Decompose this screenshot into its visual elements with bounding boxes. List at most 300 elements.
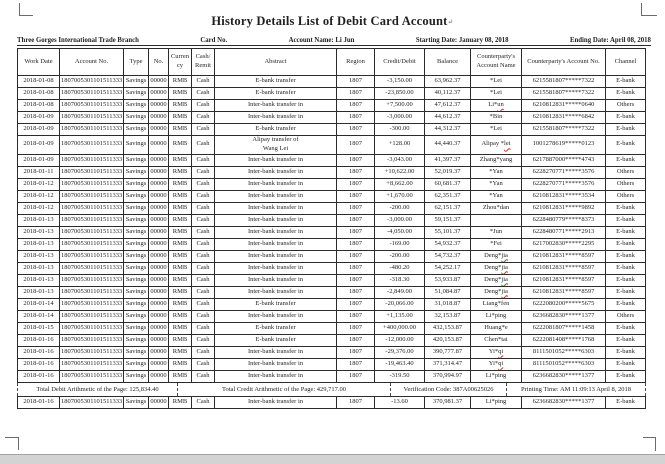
- cell-credit-debit: +400,000.00: [375, 322, 425, 334]
- cell-balance: 371,314.47: [425, 358, 471, 370]
- cell-type: Savings: [124, 298, 149, 310]
- cell-currency: RMB: [169, 112, 192, 124]
- cell-currency: RMB: [169, 226, 192, 238]
- cell-channel: E-bank: [606, 250, 646, 262]
- cell-region: 1807: [337, 250, 375, 262]
- cell-channel: E-bank: [606, 202, 646, 214]
- cell-channel: E-bank: [606, 274, 646, 286]
- cell-type: Savings: [124, 124, 149, 136]
- cell-abstract: Inter-bank transfer in: [215, 202, 337, 214]
- cell-currency: RMB: [169, 100, 192, 112]
- column-header: Balance: [425, 49, 471, 76]
- cell-work-date: 2018-01-08: [18, 88, 60, 100]
- account-name: Account Name: Li Jun: [288, 37, 355, 44]
- cell-region: 1807: [337, 274, 375, 286]
- cell-work-date: 2018-01-08: [18, 76, 60, 88]
- cell-work-date: 2018-01-11: [18, 166, 60, 178]
- cell-credit-debit: -29,376.00: [375, 346, 425, 358]
- cell-no: 00000: [149, 370, 169, 382]
- cell-type: Savings: [124, 334, 149, 346]
- cell-cash-remit: Cash: [192, 310, 215, 322]
- cell-channel: Others: [606, 190, 646, 202]
- cell-abstract: E-bank transfer: [215, 88, 337, 100]
- cell-region: 1807: [337, 346, 375, 358]
- cell-account-no: 1807005301101511333: [60, 100, 124, 112]
- cell-abstract: Inter-bank transfer in: [215, 112, 337, 124]
- paragraph-mark-icon: ↵: [447, 18, 454, 26]
- cell-work-date: 2018-01-14: [18, 298, 60, 310]
- cell-cp-account: 6236682830*****1377: [522, 310, 606, 322]
- page-totals-row: [18, 382, 646, 396]
- cell-region: 1807: [337, 298, 375, 310]
- cell-currency: RMB: [169, 310, 192, 322]
- page-title-text: History Details List of Debit Card Account: [211, 14, 448, 28]
- cell-no: 00000: [149, 346, 169, 358]
- text-boundary-corner-bottom-right: [643, 437, 656, 451]
- table-row: [18, 214, 646, 226]
- cell-currency: RMB: [169, 274, 192, 286]
- table-row: [18, 322, 646, 334]
- cell-cp-name: *Lei: [471, 88, 522, 100]
- cell-no: 00000: [149, 136, 169, 155]
- cell-cp-name: Deng*jia: [471, 274, 522, 286]
- cell-credit-debit: +1,135.00: [375, 310, 425, 322]
- cell-cp-account: 6217002830*****2295: [522, 238, 606, 250]
- spellcheck-underlined-name: jia: [501, 251, 508, 259]
- cell-region: 1807: [337, 286, 375, 298]
- cell-work-date: 2018-01-13: [18, 262, 60, 274]
- cell-cp-name: *Bin: [471, 112, 522, 124]
- cell-work-date: 2018-01-14: [18, 310, 60, 322]
- spellcheck-underlined-name: jia: [501, 287, 508, 295]
- cell-credit-debit: -3,043.00: [375, 154, 425, 166]
- transactions-table: [17, 48, 646, 409]
- table-header-row: [18, 49, 646, 76]
- cell-type: Savings: [124, 202, 149, 214]
- column-header: Channel: [606, 49, 646, 76]
- cell-cash-remit: Cash: [192, 178, 215, 190]
- cell-account-no: 1807005301101511333: [60, 190, 124, 202]
- spellcheck-underlined-name: jia: [501, 263, 508, 271]
- cell-cp-name: [471, 214, 522, 226]
- cell-work-date: 2018-01-09: [18, 154, 60, 166]
- cell-work-date: 2018-01-12: [18, 202, 60, 214]
- cell-credit-debit: -12,000.00: [375, 334, 425, 346]
- table-row: [18, 358, 646, 370]
- cell-work-date: 2018-01-16: [18, 346, 60, 358]
- cell-cash-remit: Cash: [192, 286, 215, 298]
- cell-region: 1807: [337, 334, 375, 346]
- cell-currency: RMB: [169, 262, 192, 274]
- cell-balance: 63,962.37: [425, 76, 471, 88]
- cell-no: 00000: [149, 334, 169, 346]
- cell-channel: Others: [606, 100, 646, 112]
- table-row: [18, 346, 646, 358]
- cell-cp-name: Deng*jia: [471, 262, 522, 274]
- cell-no: 00000: [149, 166, 169, 178]
- cell-cash-remit: Cash: [192, 76, 215, 88]
- cell-abstract: Inter-bank transfer in: [215, 310, 337, 322]
- cell-account-no: 1807005301101511333: [60, 112, 124, 124]
- cell-abstract: E-bank transfer: [215, 334, 337, 346]
- cell-account-no: 1807005301101511333: [60, 250, 124, 262]
- cell-channel: E-bank: [606, 154, 646, 166]
- cell-region: 1807: [337, 76, 375, 88]
- cell-cp-account: 6215581807*****7322: [522, 88, 606, 100]
- cell-region: 1807: [337, 136, 375, 155]
- cell-cp-account: 6222080200*****5675: [522, 298, 606, 310]
- cell-cash-remit: Cash: [192, 250, 215, 262]
- cell-cash-remit: Cash: [192, 100, 215, 112]
- cell-abstract: Inter-bank transfer in: [215, 396, 337, 408]
- page-bottom-edge: [0, 454, 665, 464]
- column-header: Currency: [169, 49, 192, 76]
- cell-credit-debit: -3,000.00: [375, 214, 425, 226]
- cell-currency: RMB: [169, 346, 192, 358]
- cell-cp-name: Alipay *lei: [471, 136, 522, 155]
- cell-balance: 54,252.17: [425, 262, 471, 274]
- cell-cp-account: 6228270771*****3576: [522, 178, 606, 190]
- card-no-label: Card No.: [200, 37, 228, 44]
- cell-cash-remit: Cash: [192, 202, 215, 214]
- cell-credit-debit: -3,150.00: [375, 76, 425, 88]
- column-header: Region: [337, 49, 375, 76]
- cell-balance: 390,777.87: [425, 346, 471, 358]
- cell-work-date: 2018-01-13: [18, 250, 60, 262]
- cell-account-no: 1807005301101511333: [60, 334, 124, 346]
- cell-abstract: Inter-bank transfer in: [215, 286, 337, 298]
- cell-cp-account: 6228270771*****3576: [522, 166, 606, 178]
- cell-credit-debit: -200.00: [375, 202, 425, 214]
- cell-abstract: E-bank transfer: [215, 124, 337, 136]
- cell-abstract: Inter-bank transfer in: [215, 262, 337, 274]
- table-row: [18, 334, 646, 346]
- cell-credit-debit: +7,500.00: [375, 100, 425, 112]
- cell-account-no: 1807005301101511333: [60, 286, 124, 298]
- cell-work-date: 2018-01-09: [18, 136, 60, 155]
- text-boundary-corner-bottom-left: [5, 437, 19, 450]
- cell-region: 1807: [337, 310, 375, 322]
- column-header: Cash/ Remit: [192, 49, 215, 76]
- starting-date: Starting Date: January 08, 2018: [415, 37, 509, 44]
- spellcheck-underlined-name: qi: [498, 347, 504, 355]
- cell-cp-account: 6222081408*****1768: [522, 334, 606, 346]
- cell-abstract: Inter-bank transfer in: [215, 226, 337, 238]
- cell-cash-remit: Cash: [192, 226, 215, 238]
- cell-cash-remit: Cash: [192, 154, 215, 166]
- cell-abstract: E-bank transfer: [215, 322, 337, 334]
- cell-region: 1807: [337, 358, 375, 370]
- cell-credit-debit: -20,066.00: [375, 298, 425, 310]
- cell-abstract: Inter-bank transfer in: [215, 154, 337, 166]
- cell-no: 00000: [149, 100, 169, 112]
- cell-balance: 420,153.87: [425, 334, 471, 346]
- cell-work-date: 2018-01-15: [18, 322, 60, 334]
- cell-work-date: 2018-01-09: [18, 124, 60, 136]
- cell-currency: RMB: [169, 358, 192, 370]
- cell-abstract: Alipay transfer of Wang Lei: [215, 136, 337, 155]
- total-debit: Total Debit Arithmetic of the Page: 125,834.40: [18, 383, 178, 396]
- cell-type: Savings: [124, 112, 149, 124]
- cell-region: 1807: [337, 226, 375, 238]
- total-credit: Total Credit Arithmetic of the Page: 429,717.00: [178, 383, 391, 396]
- column-header: Account No.: [60, 49, 124, 76]
- cell-cp-name: Chen*tai: [471, 334, 522, 346]
- cell-cp-name: Li*ping: [471, 396, 522, 408]
- cell-region: 1807: [337, 214, 375, 226]
- cell-cp-account: 6222081807*****1458: [522, 322, 606, 334]
- cell-abstract: Inter-bank transfer in: [215, 358, 337, 370]
- cell-account-no: 1807005301101511333: [60, 214, 124, 226]
- cell-cp-account: 6210812831*****8597: [522, 262, 606, 274]
- cell-balance: 52,019.37: [425, 166, 471, 178]
- cell-cp-account: 8111501052*****6303: [522, 358, 606, 370]
- cell-cash-remit: Cash: [192, 88, 215, 100]
- ending-date: Ending Date: April 08, 2018: [569, 37, 651, 44]
- cell-channel: E-bank: [606, 298, 646, 310]
- cell-type: Savings: [124, 286, 149, 298]
- cell-abstract: Inter-bank transfer in: [215, 238, 337, 250]
- cell-type: Savings: [124, 154, 149, 166]
- cell-region: 1807: [337, 166, 375, 178]
- cell-channel: E-bank: [606, 112, 646, 124]
- cell-abstract: E-bank transfer: [215, 76, 337, 88]
- table-row: [18, 226, 646, 238]
- cell-cp-name: Liang*fen: [471, 298, 522, 310]
- cell-abstract: Inter-bank transfer in: [215, 250, 337, 262]
- cell-credit-debit: -318.30: [375, 274, 425, 286]
- page-totals-cell: [18, 382, 646, 396]
- cell-credit-debit: -169.00: [375, 238, 425, 250]
- cell-cp-name: Yi*qi: [471, 346, 522, 358]
- table-row: [18, 286, 646, 298]
- cell-channel: E-bank: [606, 88, 646, 100]
- cell-balance: 432,153.87: [425, 322, 471, 334]
- cell-type: Savings: [124, 136, 149, 155]
- column-header: Type: [124, 49, 149, 76]
- cell-currency: RMB: [169, 298, 192, 310]
- cell-currency: RMB: [169, 202, 192, 214]
- cell-no: 00000: [149, 238, 169, 250]
- cell-type: Savings: [124, 88, 149, 100]
- cell-balance: 44,312.37: [425, 124, 471, 136]
- cell-credit-debit: -13.60: [375, 396, 425, 408]
- cell-cp-account: 6210812831*****0640: [522, 100, 606, 112]
- cell-currency: RMB: [169, 124, 192, 136]
- cell-no: 00000: [149, 358, 169, 370]
- cell-balance: 60,681.37: [425, 178, 471, 190]
- cell-type: Savings: [124, 370, 149, 382]
- cell-account-no: 1807005301101511333: [60, 322, 124, 334]
- table-row: [18, 202, 646, 214]
- cell-region: 1807: [337, 124, 375, 136]
- cell-region: 1807: [337, 370, 375, 382]
- cell-credit-debit: +8,662.00: [375, 178, 425, 190]
- cell-currency: RMB: [169, 136, 192, 155]
- cell-channel: Others: [606, 166, 646, 178]
- cell-account-no: 1807005301101511333: [60, 226, 124, 238]
- column-header: Work Date: [18, 49, 60, 76]
- cell-region: 1807: [337, 322, 375, 334]
- cell-cash-remit: Cash: [192, 298, 215, 310]
- cell-region: 1807: [337, 396, 375, 408]
- cell-type: Savings: [124, 238, 149, 250]
- cell-cp-name: Li*un: [471, 100, 522, 112]
- cell-work-date: 2018-01-08: [18, 100, 60, 112]
- cell-balance: 47,612.37: [425, 100, 471, 112]
- table-row: [18, 88, 646, 100]
- cell-account-no: 1807005301101511333: [60, 124, 124, 136]
- cell-type: Savings: [124, 166, 149, 178]
- cell-cp-name: Zhou*dan: [471, 202, 522, 214]
- cell-account-no: 1807005301101511333: [60, 396, 124, 408]
- cell-credit-debit: +1,670.00: [375, 190, 425, 202]
- cell-account-no: 1807005301101511333: [60, 310, 124, 322]
- cell-account-no: 1807005301101511333: [60, 88, 124, 100]
- spellcheck-underlined-name: qi: [498, 359, 504, 367]
- cell-cash-remit: Cash: [192, 262, 215, 274]
- cell-balance: 41,397.37: [425, 154, 471, 166]
- cell-currency: RMB: [169, 166, 192, 178]
- cell-credit-debit: -319.50: [375, 370, 425, 382]
- table-row: [18, 310, 646, 322]
- cell-cash-remit: Cash: [192, 322, 215, 334]
- cell-region: 1807: [337, 190, 375, 202]
- cell-cash-remit: Cash: [192, 124, 215, 136]
- cell-cp-account: 6228480771*****2913: [522, 226, 606, 238]
- cell-type: Savings: [124, 310, 149, 322]
- cell-currency: RMB: [169, 238, 192, 250]
- cell-cp-account: 6215581807*****7322: [522, 76, 606, 88]
- cell-type: Savings: [124, 358, 149, 370]
- cell-account-no: 1807005301101511333: [60, 238, 124, 250]
- cell-cash-remit: Cash: [192, 370, 215, 382]
- cell-cp-account: 6210812831*****8597: [522, 250, 606, 262]
- cell-no: 00000: [149, 202, 169, 214]
- cell-credit-debit: -480.20: [375, 262, 425, 274]
- cell-type: Savings: [124, 76, 149, 88]
- cell-type: Savings: [124, 250, 149, 262]
- cell-cp-account: 6228480779*****8373: [522, 214, 606, 226]
- cell-region: 1807: [337, 202, 375, 214]
- cell-region: 1807: [337, 238, 375, 250]
- cell-no: 00000: [149, 190, 169, 202]
- cell-region: 1807: [337, 100, 375, 112]
- table-row: [18, 76, 646, 88]
- cell-currency: RMB: [169, 178, 192, 190]
- cell-cp-account: 6217887000*****4743: [522, 154, 606, 166]
- cell-region: 1807: [337, 178, 375, 190]
- cell-cash-remit: Cash: [192, 346, 215, 358]
- cell-channel: E-bank: [606, 214, 646, 226]
- cell-work-date: 2018-01-16: [18, 358, 60, 370]
- cell-cp-account: 6236682830*****1377: [522, 370, 606, 382]
- table-row: [18, 136, 646, 155]
- cell-cp-account: 6210812831*****6842: [522, 112, 606, 124]
- cell-abstract: Inter-bank transfer in: [215, 100, 337, 112]
- cell-balance: 59,151.37: [425, 214, 471, 226]
- cell-account-no: 1807005301101511333: [60, 76, 124, 88]
- cell-no: 00000: [149, 124, 169, 136]
- cell-abstract: Inter-bank transfer in: [215, 346, 337, 358]
- cell-account-no: 1807005301101511333: [60, 166, 124, 178]
- cell-abstract: Inter-bank transfer in: [215, 214, 337, 226]
- cell-balance: 53,933.87: [425, 274, 471, 286]
- cell-type: Savings: [124, 178, 149, 190]
- column-header: Counterparty's Account No.: [522, 49, 606, 76]
- column-header: Counterparty's Account Name: [471, 49, 522, 76]
- cell-currency: RMB: [169, 154, 192, 166]
- cell-currency: RMB: [169, 190, 192, 202]
- cell-balance: 62,351.37: [425, 190, 471, 202]
- cell-account-no: 1807005301101511333: [60, 370, 124, 382]
- cell-account-no: 1807005301101511333: [60, 178, 124, 190]
- cell-channel: E-bank: [606, 238, 646, 250]
- cell-balance: 54,732.37: [425, 250, 471, 262]
- cell-balance: 62,151.37: [425, 202, 471, 214]
- table-row: [18, 396, 646, 408]
- cell-no: 00000: [149, 76, 169, 88]
- table-row: [18, 238, 646, 250]
- cell-cp-name: *Fei: [471, 238, 522, 250]
- cell-cp-name: *Lei: [471, 124, 522, 136]
- cell-cp-name: Huang*e: [471, 322, 522, 334]
- cell-cp-account: 8111501052*****6303: [522, 346, 606, 358]
- cell-work-date: 2018-01-13: [18, 274, 60, 286]
- cell-balance: 32,153.87: [425, 310, 471, 322]
- cell-cash-remit: Cash: [192, 136, 215, 155]
- cell-currency: RMB: [169, 286, 192, 298]
- table-row: [18, 250, 646, 262]
- verification-code: Verification Code: 387A00625026: [391, 383, 507, 396]
- cell-credit-debit: -2,849.00: [375, 286, 425, 298]
- cell-cash-remit: Cash: [192, 112, 215, 124]
- cell-account-no: 1807005301101511333: [60, 262, 124, 274]
- cell-cash-remit: Cash: [192, 190, 215, 202]
- cell-channel: E-bank: [606, 370, 646, 382]
- cell-no: 00000: [149, 262, 169, 274]
- cell-currency: RMB: [169, 88, 192, 100]
- table-row: [18, 274, 646, 286]
- column-header: No.: [149, 49, 169, 76]
- cell-account-no: 1807005301101511333: [60, 346, 124, 358]
- cell-channel: E-bank: [606, 286, 646, 298]
- spellcheck-underlined-name: jia: [501, 275, 508, 283]
- cell-cp-name: *Yan: [471, 166, 522, 178]
- page-title: [0, 14, 665, 29]
- cell-cash-remit: Cash: [192, 214, 215, 226]
- cell-cp-name: Li*ping: [471, 370, 522, 382]
- cell-region: 1807: [337, 88, 375, 100]
- cell-channel: Others: [606, 310, 646, 322]
- cell-balance: 44,440.37: [425, 136, 471, 155]
- cell-work-date: 2018-01-16: [18, 396, 60, 408]
- cell-cash-remit: Cash: [192, 238, 215, 250]
- cell-currency: RMB: [169, 76, 192, 88]
- cell-channel: E-bank: [606, 262, 646, 274]
- cell-no: 00000: [149, 274, 169, 286]
- cell-credit-debit: -4,050.00: [375, 226, 425, 238]
- cell-region: 1807: [337, 112, 375, 124]
- cell-balance: 51,084.87: [425, 286, 471, 298]
- column-header: Credit/Debit: [375, 49, 425, 76]
- cell-cp-account: 6210812831*****9892: [522, 202, 606, 214]
- cell-currency: RMB: [169, 334, 192, 346]
- column-header: Abstract: [215, 49, 337, 76]
- cell-cp-name: Zhang*yang: [471, 154, 522, 166]
- cell-cash-remit: Cash: [192, 274, 215, 286]
- table-row: [18, 298, 646, 310]
